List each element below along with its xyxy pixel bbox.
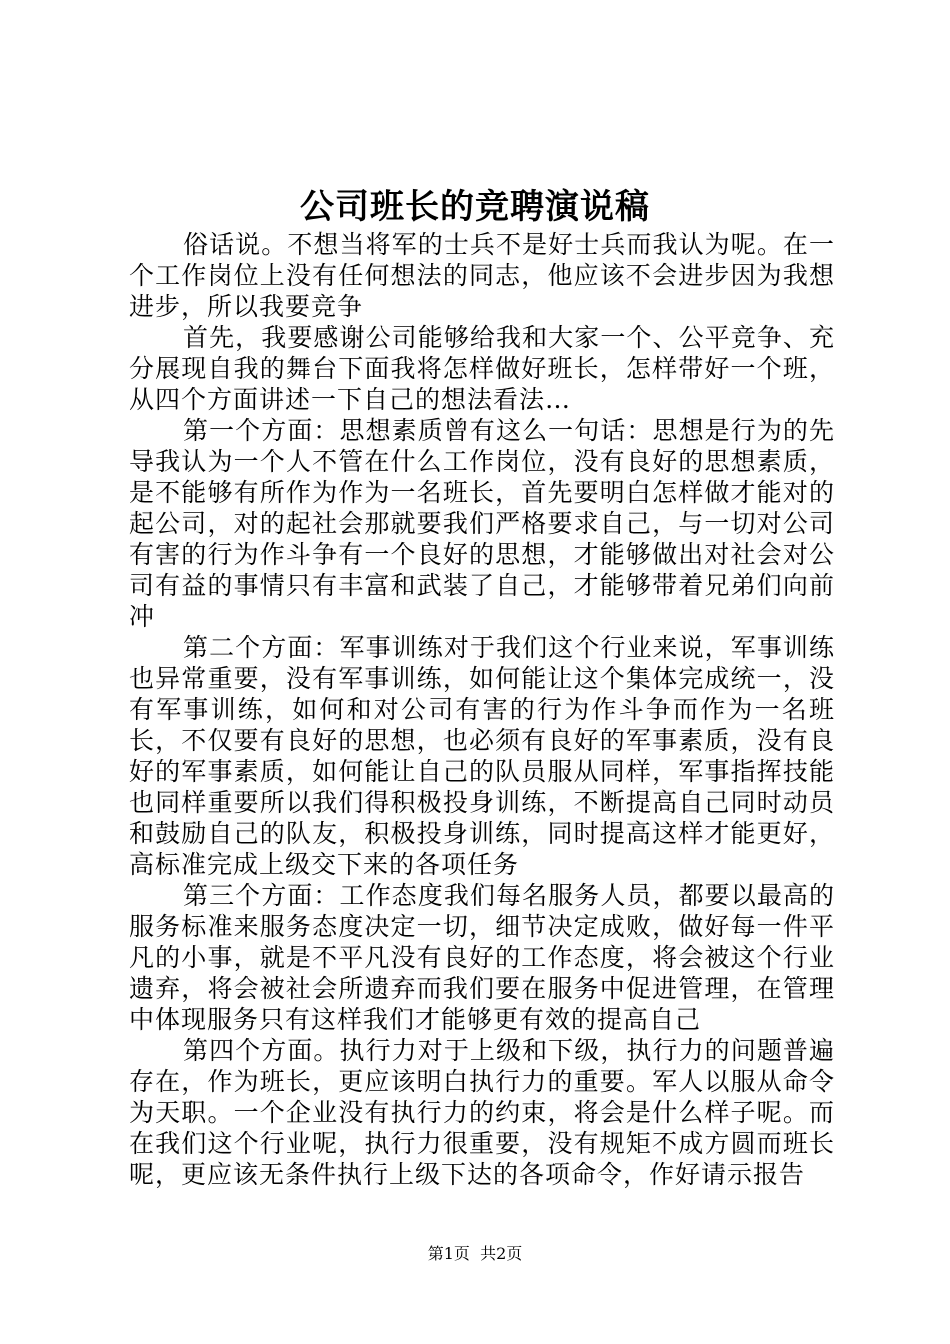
- paragraph-aspect-one: 第一个方面：思想素质曾有这么一句话：思想是行为的先导我认为一个人不管在什么工作岗位，没有良好的思想素质，是不能够有所作为作为一名班长，首先要明白怎样做才能对的起公司，对的起社会那就要我们严格要求自己，与一切对公司有害的行为作斗争有一个良好的思想，才能够做出对社会对公司有益的事情只有丰富和武装了自己，才能够带着兄弟们向前冲: [129, 416, 835, 631]
- paragraph-aspect-three: 第三个方面：工作态度我们每名服务人员，都要以最高的服务标准来服务态度决定一切，细节决定成败，做好每一件平凡的小事，就是不平凡没有良好的工作态度，将会被这个行业遗弃，将会被社会所遗弃而我们要在服务中促进管理，在管理中体现服务只有这样我们才能够更有效的提高自己: [129, 881, 835, 1034]
- document-body: [129, 229, 835, 1190]
- page-number: 第1页 共2页: [427, 1244, 523, 1263]
- paragraph-aspect-two: 第二个方面：军事训练对于我们这个行业来说，军事训练也异常重要，没有军事训练，如何能让这个集体完成统一，没有军事训练，如何和对公司有害的行为作斗争而作为一名班长，不仅要有良好的思想，也必须有良好的军事素质，没有良好的军事素质，如何能让自己的队员服从同样，军事指挥技能也同样重要所以我们得积极投身训练，不断提高自己同时动员和鼓励自己的队友，积极投身训练，同时提高这样才能更好，高标准完成上级交下来的各项任务: [129, 633, 835, 879]
- page-title: 公司班长的竞聘演说稿: [300, 187, 650, 227]
- paragraph-intro: 俗话说。不想当将军的士兵不是好士兵而我认为呢。在一个工作岗位上没有任何想法的同志，他应该不会进步因为我想进步，所以我要竞争: [129, 230, 835, 321]
- paragraph-aspect-four: 第四个方面。执行力对于上级和下级，执行力的问题普遍存在，作为班长，更应该明白执行力的重要。军人以服从命令为天职。一个企业没有执行力的约束，将会是什么样子呢。而在我们这个行业呢，执行力很重要，没有规矩不成方圆而班长呢，更应该无条件执行上级下达的各项命令，作好请示报告: [129, 1036, 835, 1189]
- page-footer: [0, 1244, 950, 1264]
- paragraph-opening: 首先，我要感谢公司能够给我和大家一个、公平竞争、充分展现自我的舞台下面我将怎样做好班长，怎样带好一个班，从四个方面讲述一下自己的想法看法…: [129, 323, 835, 414]
